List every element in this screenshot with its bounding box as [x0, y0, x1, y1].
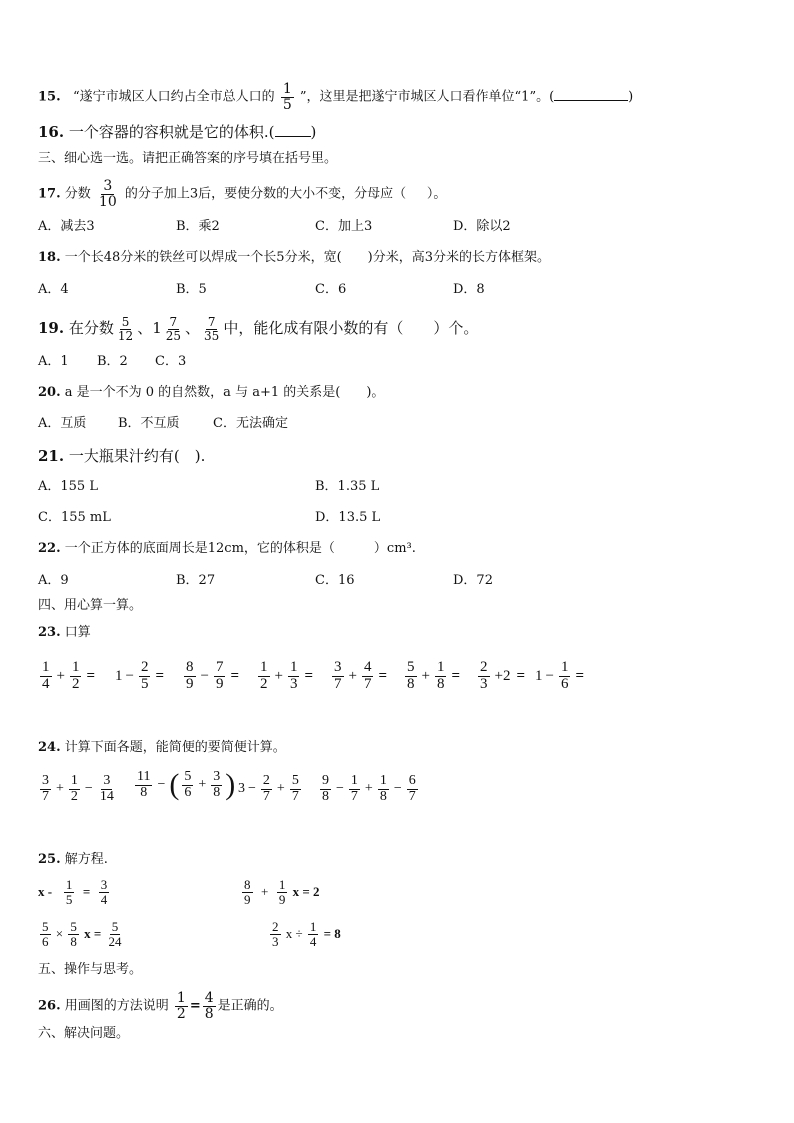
question-number: 16. — [38, 123, 65, 141]
oral-calc-item-6: $\frac{5}{8}$ + $\frac{1}{8}$ = — [407, 659, 461, 692]
question-19: 19. 在分数 $\frac{5}{12}$ 、1 $\frac{7}{25}$ 、 $\frac{7}{35}$ 中，能化成有限小数的有（ ）个。 — [38, 315, 479, 343]
question-26: 26. 用画图的方法说明 $\frac{1}{2}$ = $\frac{4}{8}$ 是正确的。 — [38, 990, 283, 1022]
question-25 — [38, 852, 108, 868]
oral-calc-item-7: $\frac{2}{3}$ +2 = — [480, 659, 526, 692]
fraction: $\frac{7}{35}$ — [204, 315, 220, 343]
question-number: 21. — [38, 447, 65, 465]
question-number: 22. — [38, 541, 61, 556]
fraction: $\frac{1}{5}$ — [282, 81, 292, 113]
fraction: $\frac{5}{12}$ — [117, 315, 134, 343]
oral-calc-item-5: $\frac{3}{7}$ + $\frac{4}{7}$ = — [334, 659, 388, 692]
question-number: 19. — [38, 319, 65, 338]
question-24 — [38, 740, 286, 756]
question-number: 24. — [38, 740, 61, 755]
question-number: 26. — [38, 998, 61, 1014]
question-text: 口算 — [64, 625, 91, 640]
section-heading: 三、细心选一选。请把正确答案的序号填在括号里。 — [38, 151, 338, 166]
oral-calc-item-2: 1 − $\frac{2}{5}$ = — [115, 659, 165, 692]
question-number: 18. — [38, 250, 61, 265]
calc-expression-3: 3 − $\frac{2}{7}$ + $\frac{5}{7}$ — [238, 773, 299, 804]
question-20 — [38, 385, 384, 401]
option-a[interactable]: A．1 — [38, 354, 69, 369]
option-a[interactable]: A．减去3 — [38, 219, 95, 234]
question-number: 23. — [38, 625, 61, 640]
question-text: 计算下面各题，能简便的要简便计算。 — [64, 740, 286, 755]
calc-expression-4: $\frac{9}{8}$ − $\frac{1}{7}$ + $\frac{1}{8}$ − $\frac{6}{7}$ — [322, 773, 416, 804]
question-22 — [38, 541, 416, 557]
oral-calc-item-3: $\frac{8}{9}$ − $\frac{7}{9}$ = — [186, 659, 240, 692]
question-text: 一个长48分米的铁丝可以焊成一个长5分米，宽( )分米，高3分米的长方体框架。 — [64, 250, 550, 265]
option-c[interactable]: C．3 — [155, 354, 187, 369]
option-b[interactable]: B．5 — [176, 282, 207, 297]
section-heading: 五、操作与思考。 — [38, 962, 143, 977]
answer-blank[interactable] — [554, 100, 628, 101]
question-text: 一个正方体的底面周长是12cm，它的体积是（ ）cm³. — [64, 541, 416, 556]
question-17: 17. 分数 $\frac{3}{10}$ 的分子加上3后，要使分数的大小不变，分母应（ ）。 — [38, 178, 447, 210]
option-c[interactable]: C．加上3 — [315, 219, 373, 234]
section-heading: 四、用心算一算。 — [38, 598, 143, 613]
question-18 — [38, 250, 550, 266]
calc-expression-2: $\frac{11}{8}$ − ( $\frac{5}{6}$ + $\frac{3}{8}$ ) — [137, 768, 236, 802]
fraction: $\frac{1}{2}$ — [176, 990, 186, 1022]
fraction: $\frac{7}{25}$ — [165, 315, 182, 343]
equation-2: $\frac{8}{9}$ + $\frac{1}{9}$ x = 2 — [244, 877, 320, 907]
question-text: a 是一个不为 0 的自然数，a 与 a+1 的关系是( )。 — [64, 385, 385, 400]
option-b[interactable]: B．27 — [176, 573, 216, 588]
option-d[interactable]: D．除以2 — [453, 219, 511, 234]
oral-calc-item-1: $\frac{1}{4}$ + $\frac{1}{2}$ = — [42, 659, 96, 692]
option-b[interactable]: B．不互质 — [118, 416, 180, 431]
option-a[interactable]: A．9 — [38, 573, 69, 588]
answer-blank[interactable] — [275, 136, 311, 137]
question-text: “遂宁市城区人口约占全市总人口的 — [73, 89, 275, 105]
fraction: $\frac{4}{8}$ — [204, 990, 214, 1022]
option-a[interactable]: A．互质 — [38, 416, 87, 431]
question-text: 一个容器的容积就是它的体积.( — [68, 123, 275, 141]
question-text: ”，这里是把遂宁市城区人口看作单位“1”。( — [299, 89, 555, 105]
question-number: 17. — [38, 186, 61, 202]
question-23 — [38, 625, 91, 641]
section-heading: 六、解决问题。 — [38, 1026, 130, 1041]
option-a[interactable]: A．4 — [38, 282, 69, 297]
question-text: 解方程. — [64, 852, 108, 867]
question-number: 25. — [38, 852, 61, 867]
option-b[interactable]: B．1.35 L — [315, 479, 380, 494]
equation-3: $\frac{5}{6}$ × $\frac{5}{8}$ x = $\frac{5}{24}$ — [42, 919, 122, 949]
option-a[interactable]: A．155 L — [38, 479, 98, 494]
question-number: 15. — [38, 89, 61, 105]
option-b[interactable]: B．乘2 — [176, 219, 220, 234]
oral-calc-item-4: $\frac{1}{2}$ + $\frac{1}{3}$ = — [260, 659, 314, 692]
question-number: 20. — [38, 385, 61, 400]
calc-expression-1: $\frac{3}{7}$ + $\frac{1}{2}$ − $\frac{3}{14}$ — [42, 773, 114, 804]
question-15: 15. “遂宁市城区人口约占全市总人口的 $\frac{1}{5}$ ”，这里是把遂宁市城区人口看作单位“1”。( ) — [38, 81, 634, 113]
option-c[interactable]: C．155 mL — [38, 510, 111, 525]
equation-4: $\frac{2}{3}$ x ÷ $\frac{1}{4}$ = 8 — [272, 919, 341, 949]
question-text: 一大瓶果汁约有( ). — [68, 447, 206, 465]
equation-1: x - $\frac{1}{5}$ = $\frac{3}{4}$ — [38, 877, 108, 907]
option-c[interactable]: C．6 — [315, 282, 347, 297]
option-d[interactable]: D．13.5 L — [315, 510, 381, 525]
oral-calc-item-8: 1 − $\frac{1}{6}$ = — [535, 659, 585, 692]
option-c[interactable]: C．16 — [315, 573, 355, 588]
question-21 — [38, 448, 205, 464]
fraction: $\frac{3}{10}$ — [98, 178, 117, 210]
option-d[interactable]: D．72 — [453, 573, 493, 588]
option-b[interactable]: B．2 — [97, 354, 128, 369]
option-d[interactable]: D．8 — [453, 282, 485, 297]
question-16: 16. 一个容器的容积就是它的体积.( ) — [38, 123, 317, 141]
option-c[interactable]: C．无法确定 — [213, 416, 288, 431]
